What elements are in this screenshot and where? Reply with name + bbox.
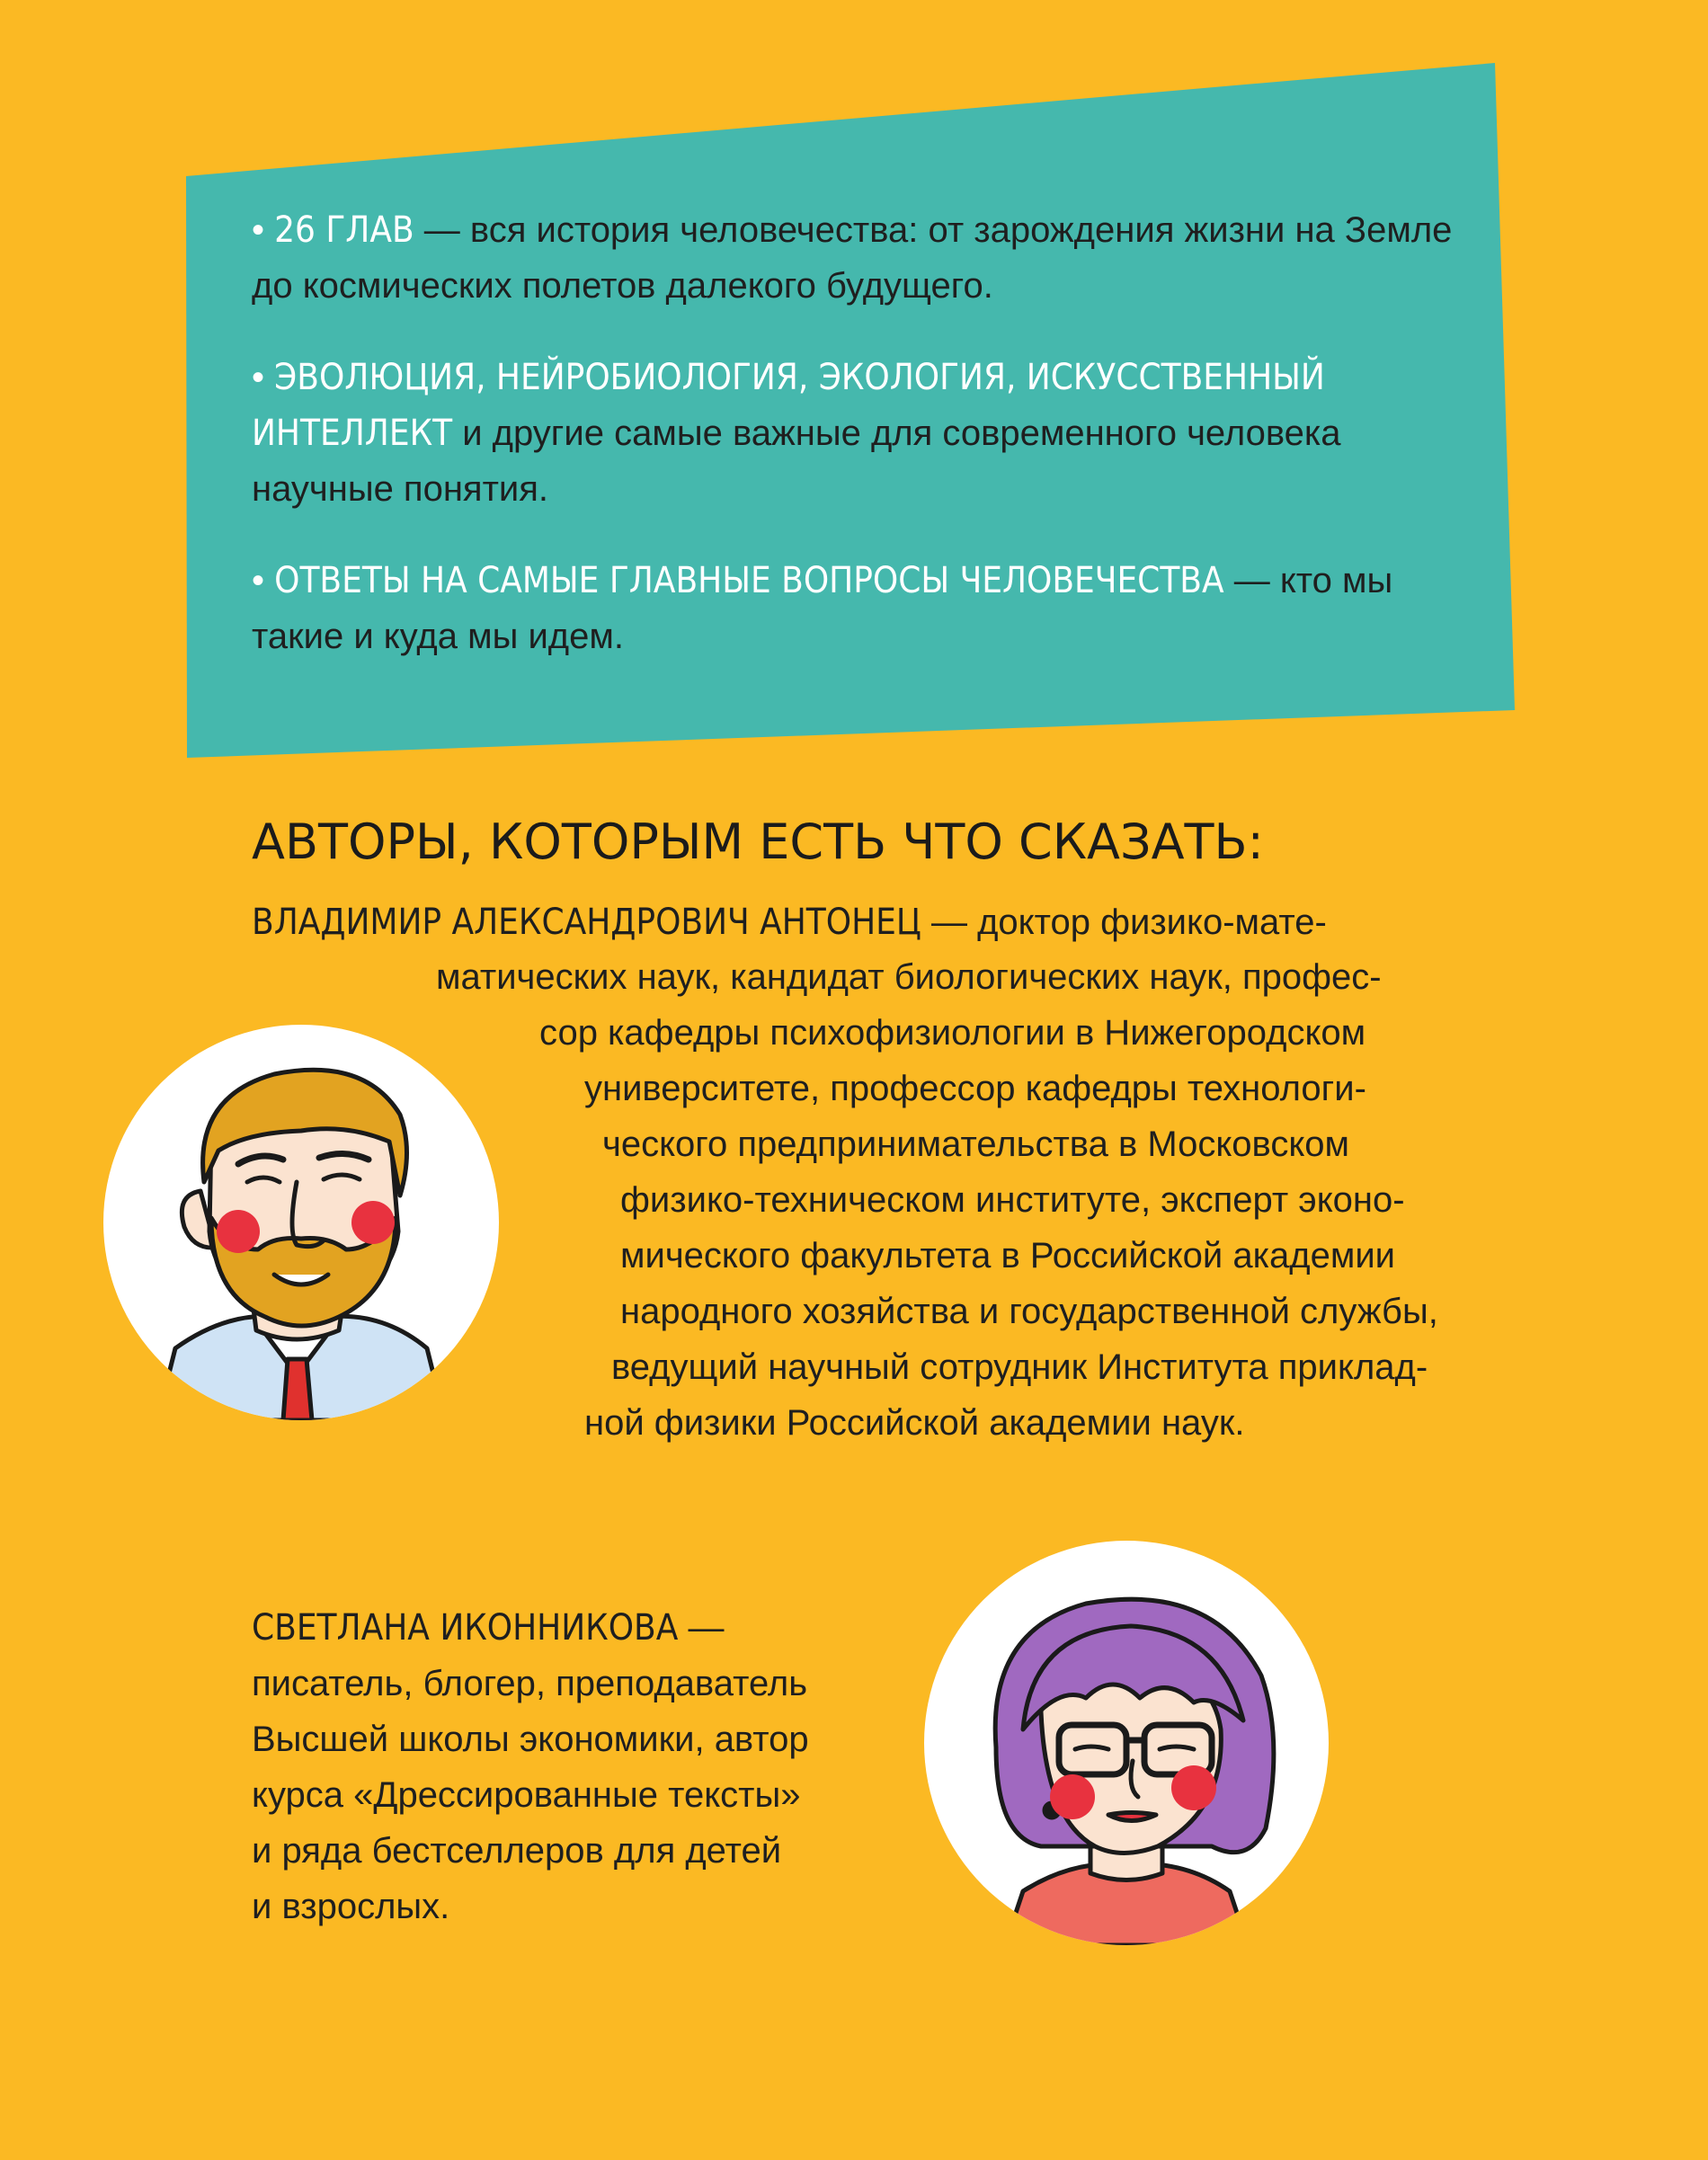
feature-text: — кто мы такие и куда мы идем. [252, 561, 1393, 656]
feature-highlight: 26 ГЛАВ [274, 209, 414, 251]
feature-text: — вся история человечества: от зарождения жизни на Земле до космических полетов далекого будущего. [252, 210, 1453, 306]
author-bio-line: матических наук, кандидат биологических наук, профес- [436, 957, 1382, 997]
author-bio-line: и ряда бестселлеров для детей [252, 1831, 782, 1871]
author-bio-line: курса «Дрессированные тексты» [252, 1775, 801, 1815]
author-bio-line: мического факультета в Российской академии [620, 1236, 1396, 1276]
author-bio-lead: — [678, 1608, 725, 1648]
feature-item-science [252, 350, 1456, 517]
feature-highlight: ЭВОЛЮЦИЯ, НЕЙРОБИОЛОГИЯ, ЭКОЛОГИЯ, ИСКУССТВЕННЫЙ ИНТЕЛЛЕКТ [252, 357, 1325, 454]
bullet: • [252, 561, 265, 600]
author-bio-line: ной физики Российской академии наук. [584, 1403, 1245, 1443]
author-name: ВЛАДИМИР АЛЕКСАНДРОВИЧ АНТОНЕЦ [252, 902, 921, 943]
author-bio-line: университете, профессор кафедры технологи- [584, 1069, 1366, 1108]
bullet: • [252, 358, 265, 397]
author-bio-line: ческого предпринимательства в Московском [602, 1124, 1350, 1164]
feature-list [252, 202, 1456, 700]
bearded-man-portrait-icon [103, 1025, 499, 1420]
author-bio-line: сор кафедры психофизиологии в Нижегородском [539, 1013, 1366, 1053]
author-bio-line: народного хозяйства и государственной службы, [620, 1292, 1438, 1331]
author-bio-line: писатель, блогер, преподаватель [252, 1664, 808, 1703]
authors-heading: АВТОРЫ, КОТОРЫМ ЕСТЬ ЧТО СКАЗАТЬ: [252, 813, 1264, 870]
author-bio-lead: — доктор физико-мате- [921, 902, 1327, 942]
author-bio-line: ведущий научный сотрудник Института приклад- [611, 1347, 1428, 1387]
author-bio-first-line [252, 902, 1327, 943]
feature-text: и другие самые важные для современного человека научные понятия. [252, 413, 1341, 509]
author-bio-line: Высшей школы экономики, автор [252, 1720, 809, 1759]
feature-highlight: ОТВЕТЫ НА САМЫЕ ГЛАВНЫЕ ВОПРОСЫ ЧЕЛОВЕЧЕСТВА [274, 560, 1224, 601]
bullet: • [252, 210, 265, 250]
author-bio-line: и взрослых. [252, 1887, 450, 1926]
author-bio-ikonnikova [252, 1600, 971, 1934]
author-name: СВЕТЛАНА ИКОННИКОВА [252, 1607, 679, 1649]
feature-item-answers [252, 553, 1456, 664]
woman-glasses-portrait-icon [924, 1541, 1329, 1945]
feature-item-chapters [252, 202, 1456, 314]
author-bio-line: физико-техническом институте, эксперт эконо- [620, 1180, 1405, 1220]
author-bio-first-line [252, 1600, 971, 1656]
